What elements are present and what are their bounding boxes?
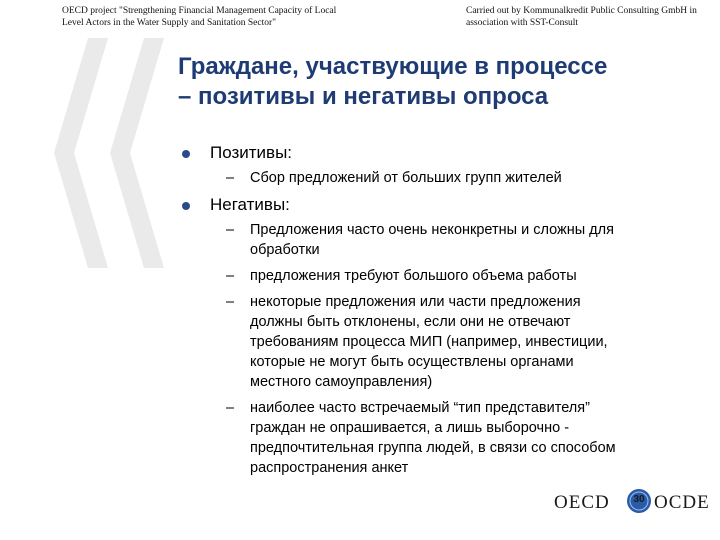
dash-icon: –: [226, 222, 235, 238]
bullet-dot-icon: [182, 202, 190, 210]
slide-title-line-2: – позитивы и негативы опроса: [178, 83, 549, 110]
header-right-line-1: Carried out by Kommunalkredit Public Consulting GmbH in: [466, 6, 697, 16]
dash-icon: –: [226, 294, 235, 310]
slide-content: [178, 142, 658, 484]
sub-item-line: некоторые предложения или части предложения: [250, 294, 581, 310]
slide-title-line-1: Граждане, участвующие в процессе: [178, 53, 608, 80]
dash-icon: –: [226, 268, 235, 284]
sub-item-line: должны быть отклонены, если они не отвечают: [250, 314, 571, 330]
sub-item-line: обработки: [250, 242, 320, 258]
sub-item-line: распространения анкет: [250, 460, 409, 476]
bullet-positives-label: Позитивы:: [210, 143, 293, 162]
slide-title: [178, 52, 708, 112]
sub-item-line: местного самоуправления): [250, 374, 433, 390]
sub-item-text: Сбор предложений от больших групп жителей: [250, 170, 562, 186]
page-number: 30: [633, 494, 645, 505]
sub-item-negative-2: [178, 266, 658, 286]
bullet-negatives-label: Негативы:: [210, 195, 290, 214]
header-project-text: [62, 6, 362, 29]
header-left-line-1: OECD project "Strengthening Financial Management Capacity of Local: [62, 6, 337, 16]
sub-item-negative-1: [178, 220, 658, 260]
dash-icon: –: [226, 170, 235, 186]
sub-item-negative-4: [178, 398, 658, 478]
sub-item-line: предпочтительная группа людей, в связи со способом: [250, 440, 616, 456]
sub-item-line: наиболее часто встречаемый “тип представителя”: [250, 400, 590, 416]
header-left-line-2: Level Actors in the Water Supply and Sanitation Sector": [62, 17, 277, 28]
ocde-logo-text: OCDE: [654, 492, 710, 513]
sub-item-negative-3: [178, 292, 658, 392]
sub-item-line: которые не могут быть осуществлены органами: [250, 354, 574, 370]
bullet-negatives: [178, 194, 658, 216]
dash-icon: –: [226, 400, 235, 416]
sub-item-line: граждан не опрашивается, а лишь выборочно -: [250, 420, 570, 436]
oecd-logo-text: OECD: [554, 492, 610, 513]
sub-item-positive-1: [178, 168, 658, 188]
oecd-logo: [554, 488, 714, 518]
bullet-positives: [178, 142, 658, 164]
oecd-chevron-decoration: [50, 38, 170, 268]
sub-item-line: Предложения часто очень неконкретны и сложны для: [250, 222, 614, 238]
header-contractor-text: [466, 6, 716, 29]
sub-item-line: требованиям процесса МИП (например, инвестиции,: [250, 334, 608, 350]
bullet-dot-icon: [182, 150, 190, 158]
header-right-line-2: association with SST-Consult: [466, 17, 579, 28]
sub-item-line: предложения требуют большого объема работы: [250, 268, 577, 284]
